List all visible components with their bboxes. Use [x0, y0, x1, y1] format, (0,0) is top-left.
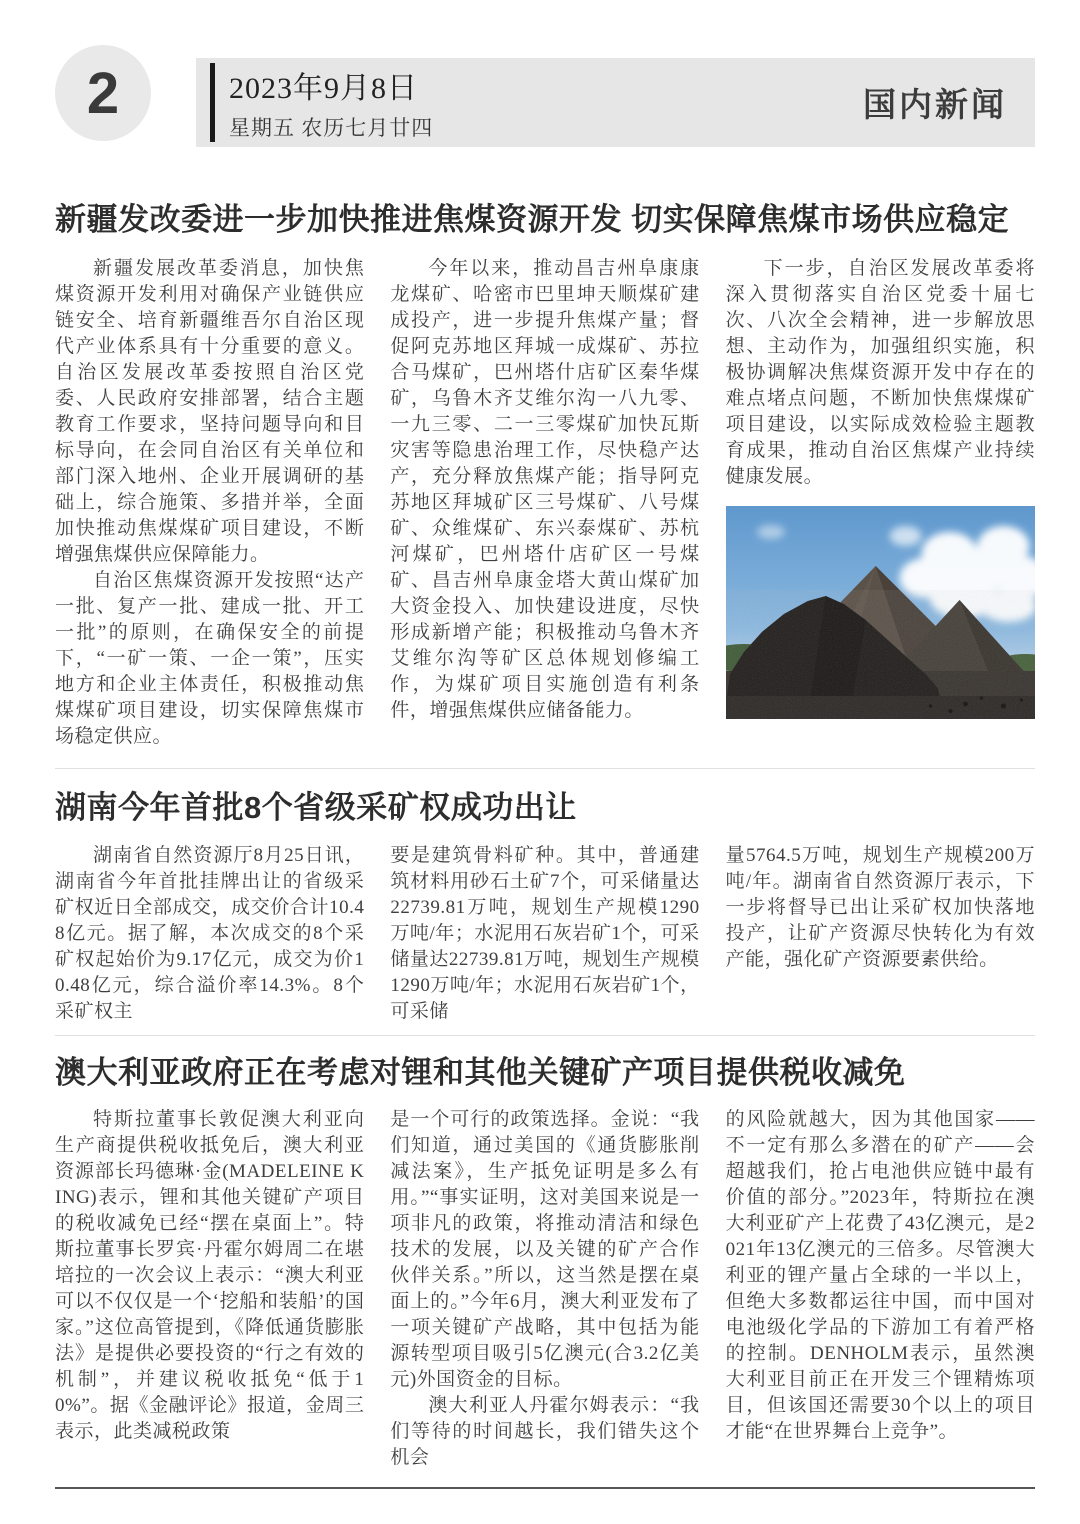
article2-column-3	[726, 843, 1035, 1025]
paragraph: 的风险就越大，因为其他国家——不一定有那么多潜在的矿产——会超越我们，抢占电池供应链中最有价值的部分。”2023年，特斯拉在澳大利亚矿产上花费了43亿澳元，是2021年13亿澳元的三倍多。尽管澳大利亚的锂产量占全球的一半以上，但绝大多数都运往中国，而中国对电池级化学品的下游加工有着严格的控制。DENHOLM表示，虽然澳大利亚目前正在开发三个锂精炼项目，但该国还需要30个以上的项目才能“在世界舞台上竞争”。	[725, 1108, 1035, 1442]
date-divider-bar	[210, 63, 215, 142]
article1-body	[55, 256, 1035, 750]
paragraph: 要是建筑骨料矿种。其中，普通建筑材料用砂石土矿7个，可采储量达22739.81万吨，规划生产规模1290万吨/年；水泥用石灰岩矿1个，可采储量达22739.81万吨，规划生产规模1290万吨/年；水泥用石灰岩矿1个，可采储	[390, 844, 700, 1022]
article1-column-1	[55, 256, 364, 750]
section-divider	[55, 1035, 1035, 1036]
paragraph: 是一个可行的政策选择。金说：“我们知道，通过美国的《通货膨胀削减法案》，生产抵免证明是多么有用。”“事实证明，这对美国来说是一项非凡的政策，将推动清洁和绿色技术的发展，以及关键的矿产合作伙伴关系。”所以，这当然是摆在桌面上的。”今年6月，澳大利亚发布了一项关键矿产战略，其中包括为能源转型项目吸引5亿澳元(合3.2亿美元)外国资金的目标。	[390, 1108, 700, 1390]
article3-column-2	[390, 1107, 699, 1471]
article3-body	[55, 1107, 1035, 1471]
article3-column-3	[726, 1107, 1035, 1471]
paragraph: 量5764.5万吨，规划生产规模200万吨/年。湖南省自然资源厅表示，下一步将督导已出让采矿权加快落地投产，让矿产资源尽快转化为有效产能，强化矿产资源要素供给。	[725, 844, 1035, 970]
masthead-bar	[196, 58, 1035, 147]
article1-headline: 新疆发改委进一步加快推进焦煤资源开发 切实保障焦煤市场供应稳定	[55, 202, 1010, 237]
article2-body	[55, 843, 1035, 1025]
paragraph: 湖南省自然资源厅8月25日讯，湖南省今年首批挂牌出让的省级采矿权近日全部成交，成交价合计10.48亿元。据了解，本次成交的8个采矿权起始价为9.17亿元，成交为价10.48亿元，综合溢价率14.3%。8个采矿权主	[55, 844, 365, 1022]
masthead	[55, 45, 1035, 147]
page-number-badge	[55, 45, 151, 141]
paragraph: 特斯拉董事长敦促澳大利亚向生产商提供税收抵免后，澳大利亚资源部长玛德琳·金(MADELEINE KING)表示，锂和其他关键矿产项目的税收减免已经“摆在桌面上”。特斯拉董事长罗宾·丹霍尔姆周二在堪培拉的一次会议上表示：“澳大利亚可以不仅仅是一个‘挖船和装船’的国家。”这位高管提到，《降低通货膨胀法》是提供必要投资的“行之有效的机制”，并建议税收抵免“低于10%”。据《金融评论》报道，金周三表示，此类减税政策	[55, 1108, 365, 1442]
paragraph: 澳大利亚人丹霍尔姆表示：“我们等待的时间越长，我们错失这个机会	[390, 1394, 700, 1468]
weekday-lunar-date: 星期五 农历七月廿四	[229, 116, 434, 140]
coal-piles-photo	[726, 506, 1035, 719]
paragraph: 新疆发展改革委消息，加快焦煤资源开发利用对确保产业链供应链安全、培育新疆维吾尔自治区现代产业体系具有十分重要的意义。自治区发展改革委按照自治区党委、人民政府安排部署，结合主题教育工作要求，坚持问题导向和目标导向，在会同自治区有关单位和部门深入地州、企业开展调研的基础上，综合施策、多措并举，全面加快推动焦煤煤矿项目建设，不断增强焦煤供应保障能力。	[55, 258, 365, 566]
section-divider	[55, 768, 1035, 769]
paragraph: 下一步，自治区发展改革委将深入贯彻落实自治区党委十届七次、八次全会精神，进一步解放思想、主动作为，加强组织实施，积极协调解决焦煤资源开发中存在的难点堵点问题，不断加快焦煤煤矿项目建设，以实际成效检验主题教育成果，推动自治区焦煤产业持续健康发展。	[725, 258, 1035, 488]
article3-headline: 澳大利亚政府正在考虑对锂和其他关键矿产项目提供税收减免	[55, 1054, 906, 1090]
date: 2023年9月8日	[229, 72, 418, 105]
page-number: 2	[86, 60, 120, 126]
article2-column-1	[55, 843, 364, 1025]
date-block	[210, 63, 433, 142]
article2-headline: 湖南今年首批8个省级采矿权成功出让	[55, 790, 577, 826]
article1-column-3	[726, 256, 1035, 750]
article2-column-2	[390, 843, 699, 1025]
article3-column-1	[55, 1107, 364, 1471]
section-title: 国内新闻	[863, 86, 1007, 123]
article1-column-2	[390, 256, 699, 750]
page-bottom-rule	[55, 1487, 1035, 1489]
paragraph: 今年以来，推动昌吉州阜康康龙煤矿、哈密市巴里坤天顺煤矿建成投产，进一步提升焦煤产量；督促阿克苏地区拜城一成煤矿、苏拉合马煤矿，巴州塔什店矿区秦华煤矿，乌鲁木齐艾维尔沟一八九零、一九三零、二一三零煤矿加快瓦斯灾害等隐患治理工作，尽快稳产达产，充分释放焦煤产能；指导阿克苏地区拜城矿区三号煤矿、八号煤矿、众维煤矿、东兴泰煤矿、苏杭河煤矿，巴州塔什店矿区一号煤矿、昌吉州阜康金塔大黄山煤矿加大资金投入、加快建设进度，尽快形成新增产能；积极推动乌鲁木齐艾维尔沟等矿区总体规划修编工作，为煤矿项目实施创造有利条件，增强焦煤供应储备能力。	[390, 258, 700, 722]
paragraph: 自治区焦煤资源开发按照“达产一批、复产一批、建成一批、开工一批”的原则，在确保安全的前提下，“一矿一策、一企一策”，压实地方和企业主体责任，积极推动焦煤煤矿项目建设，切实保障焦煤市场稳定供应。	[55, 570, 365, 748]
